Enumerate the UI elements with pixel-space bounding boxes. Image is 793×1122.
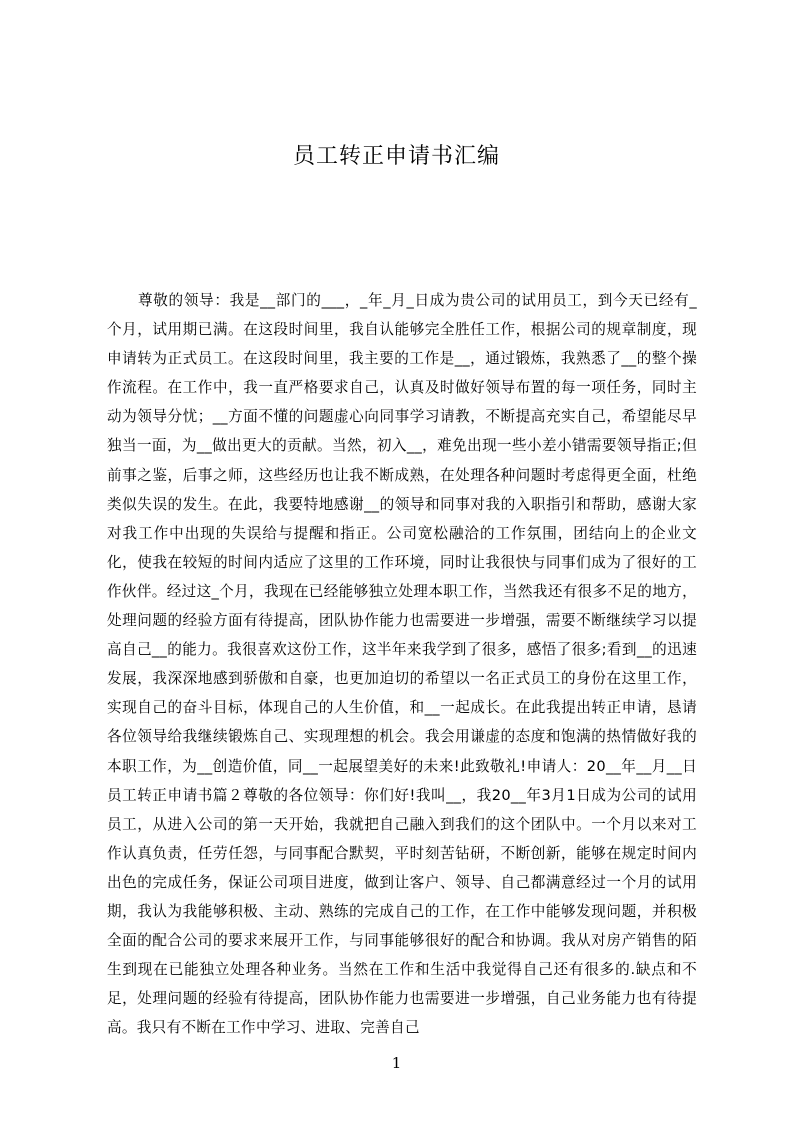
document-title: 员工转正申请书汇编 <box>292 144 500 169</box>
document-body-paragraph: 尊敬的领导：我是__部门的___，_年_月_日成为贵公司的试用员工，到今天已经有_个月，试用期已满。在这段时间里，我自认能够完全胜任工作，根据公司的规章制度，现申请转为正式员工。在这段时间里，我主要的工作是__，通过锻炼，我熟悉了__的整个操作流程。在工作中，我一直严格要求自己，认真及时做好领导布置的每一项任务，同时主动为领导分忧；__方面不懂的问题虚心向同事学习请教，不断提高充实自己，希望能尽早独当一面，为__做出更大的贡献。当然，初入__，难免出现一些小差小错需要领导指正;但前事之鉴，后事之师，这些经历也让我不断成熟，在处理各种问题时考虑得更全面，杜绝类似失误的发生。在此，我要特地感谢__的领导和同事对我的入职指引和帮助，感谢大家对我工作中出现的失误给与提醒和指正。公司宽松融洽的工作氛围，团结向上的企业文化，使我在较短的时间内适应了这里的工作环境，同时让我很快与同事们成为了很好的工作伙伴。经过这_个月，我现在已经能够独立处理本职工作，当然我还有很多不足的地方，处理问题的经验方面有待提高，团队协作能力也需要进一步增强，需要不断继续学习以提高自己__的能力。我很喜欢这份工作，这半年来我学到了很多，感悟了很多;看到__的迅速发展，我深深地感到骄傲和自豪，也更加迫切的希望以一名正式员工的身份在这里工作，实现自己的奋斗目标，体现自己的人生价值，和__一起成长。在此我提出转正申请，恳请各位领导给我继续锻炼自己、实现理想的机会。我会用谦虚的态度和饱满的热情做好我的本职工作，为__创造价值，同__一起展望美好的未来!此致敬礼!申请人：20__年__月__日员工转正申请书篇２尊敬的各位领导：你们好!我叫__，我20__年3月1日成为公司的试用员工，从进入公司的第一天开始，我就把自己融入到我们的这个团队中。一个月以来对工作认真负责，任劳任怨，与同事配合默契，平时刻苦钻研，不断创新，能够在规定时间内出色的完成任务，保证公司项目进度，做到让客户、领导、自己都满意经过一个月的试用期，我认为我能够积极、主动、熟练的完成自己的工作，在工作中能够发现问题，并积极全面的配合公司的要求来展开工作，与同事能够很好的配合和协调。我从对房产销售的陌生到现在已能独立处理各种业务。当然在工作和生活中我觉得自己还有很多的.缺点和不足，处理问题的经验有待提高，团队协作能力也需要进一步增强，自己业务能力也有待提高。我只有不断在工作中学习、进取、完善自己 <box>107 292 697 1037</box>
page-number: 1 <box>391 1054 402 1072</box>
